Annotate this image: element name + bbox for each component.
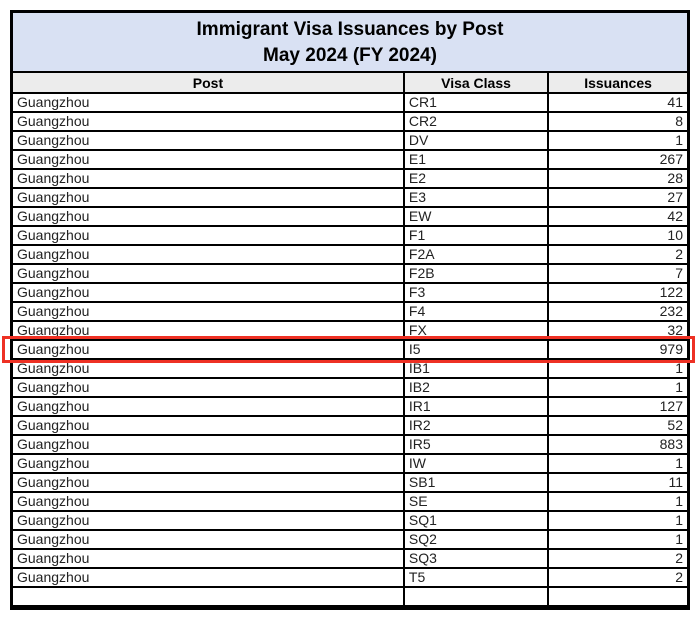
issuances-cell: 2 [548,568,687,587]
post-cell: Guangzhou [13,226,404,245]
post-cell: Guangzhou [13,112,404,131]
post-cell: Guangzhou [13,549,404,568]
issuances-cell: 1 [548,359,687,378]
table-row [13,150,687,169]
visa-class-cell: E3 [404,188,548,207]
post-cell: Guangzhou [13,359,404,378]
issuances-cell: 2 [548,549,687,568]
report-wrapper [10,10,690,610]
post-cell: Guangzhou [13,131,404,150]
issuances-cell: 11 [548,473,687,492]
report-title [13,13,687,73]
table-row [13,283,687,302]
visa-class-cell: SE [404,492,548,511]
issuances-cell: 28 [548,169,687,188]
post-cell: Guangzhou [13,511,404,530]
post-cell: Guangzhou [13,473,404,492]
table-row [13,378,687,397]
post-cell: Guangzhou [13,530,404,549]
post-cell: Guangzhou [13,245,404,264]
visa-class-cell: CR1 [404,93,548,112]
visa-class-cell: IR5 [404,435,548,454]
visa-class-cell: IB1 [404,359,548,378]
visa-class-cell: DV [404,131,548,150]
visa-class-cell: IB2 [404,378,548,397]
partial-clipped-row [13,587,687,606]
report-title-line2: May 2024 (FY 2024) [263,45,437,66]
post-cell: Guangzhou [13,435,404,454]
visa-class-cell: E1 [404,150,548,169]
post-cell: Guangzhou [13,169,404,188]
issuances-cell: 10 [548,226,687,245]
table-row [13,245,687,264]
table-row [13,530,687,549]
post-cell: Guangzhou [13,454,404,473]
table-row [13,226,687,245]
visa-class-cell: IR2 [404,416,548,435]
post-cell: Guangzhou [13,568,404,587]
table-row [13,511,687,530]
visa-class-cell: SQ3 [404,549,548,568]
issuances-cell: 41 [548,93,687,112]
post-cell: Guangzhou [13,302,404,321]
table-row [13,169,687,188]
empty-cell [13,587,404,606]
visa-class-cell: F3 [404,283,548,302]
issuances-cell: 7 [548,264,687,283]
visa-class-cell: IR1 [404,397,548,416]
issuances-cell: 979 [548,340,687,359]
column-header-post: Post [13,73,404,93]
visa-issuances-table [13,73,687,607]
issuances-cell: 2 [548,245,687,264]
table-row [13,549,687,568]
empty-cell [548,587,687,606]
column-header-issuances: Issuances [548,73,687,93]
post-cell: Guangzhou [13,378,404,397]
visa-class-cell: FX [404,321,548,340]
issuances-cell: 1 [548,378,687,397]
issuances-cell: 1 [548,492,687,511]
post-cell: Guangzhou [13,340,404,359]
table-row [13,359,687,378]
table-row [13,321,687,340]
table-row [13,131,687,150]
post-cell: Guangzhou [13,207,404,226]
issuances-cell: 32 [548,321,687,340]
visa-class-cell: E2 [404,169,548,188]
visa-class-cell: SB1 [404,473,548,492]
table-row [13,473,687,492]
post-cell: Guangzhou [13,93,404,112]
table-row [13,454,687,473]
visa-class-cell: IW [404,454,548,473]
empty-cell [404,587,548,606]
post-cell: Guangzhou [13,264,404,283]
issuances-cell: 27 [548,188,687,207]
table-row [13,568,687,587]
visa-class-cell: SQ1 [404,511,548,530]
table-row [13,188,687,207]
column-header-visa-class: Visa Class [404,73,548,93]
table-row [13,397,687,416]
visa-class-cell: F2A [404,245,548,264]
issuances-cell: 232 [548,302,687,321]
visa-class-cell: F1 [404,226,548,245]
issuances-cell: 1 [548,511,687,530]
table-row [13,112,687,131]
issuances-cell: 883 [548,435,687,454]
visa-class-cell: F4 [404,302,548,321]
issuances-cell: 122 [548,283,687,302]
table-row [13,302,687,321]
table-header-row [13,73,687,93]
post-cell: Guangzhou [13,416,404,435]
issuances-cell: 1 [548,131,687,150]
visa-class-cell: F2B [404,264,548,283]
table-row [13,435,687,454]
issuances-cell: 1 [548,530,687,549]
report-title-line1: Immigrant Visa Issuances by Post [196,19,504,40]
visa-class-cell: T5 [404,568,548,587]
visa-class-cell: I5 [404,340,548,359]
post-cell: Guangzhou [13,188,404,207]
post-cell: Guangzhou [13,150,404,169]
highlighted-row [13,340,687,359]
post-cell: Guangzhou [13,492,404,511]
issuances-cell: 267 [548,150,687,169]
post-cell: Guangzhou [13,283,404,302]
issuances-cell: 127 [548,397,687,416]
table-row [13,492,687,511]
table-row [13,93,687,112]
issuances-cell: 1 [548,454,687,473]
visa-class-cell: EW [404,207,548,226]
post-cell: Guangzhou [13,321,404,340]
issuances-cell: 42 [548,207,687,226]
table-body [13,93,687,606]
visa-class-cell: SQ2 [404,530,548,549]
table-row [13,416,687,435]
table-row [13,264,687,283]
issuances-cell: 52 [548,416,687,435]
post-cell: Guangzhou [13,397,404,416]
issuances-cell: 8 [548,112,687,131]
table-row [13,207,687,226]
visa-class-cell: CR2 [404,112,548,131]
